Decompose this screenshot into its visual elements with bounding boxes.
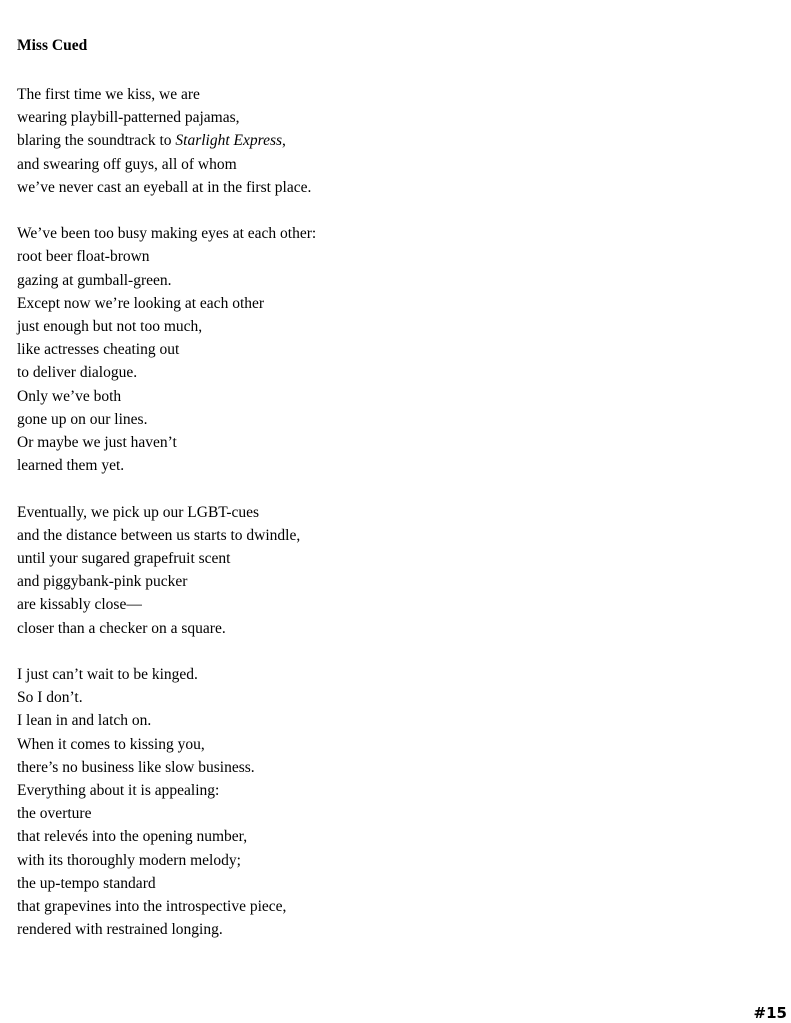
poem-line: I just can’t wait to be kinged. [17,666,198,684]
poem-line: like actresses cheating out [17,341,180,359]
stanza-1 [17,83,757,199]
poem-line: Or maybe we just haven’t [17,434,177,452]
poem-line: to deliver dialogue. [17,364,138,382]
poem-line: closer than a checker on a square. [17,619,226,637]
poem-line: Everything about it is appealing: [17,782,220,800]
poem-title: Miss Cued [17,37,88,54]
poem-line: there’s no business like slow business. [17,758,255,776]
poem-line: we’ve never cast an eyeball at in the first place. [17,178,312,196]
poem-line: Except now we’re looking at each other [17,294,265,312]
poem-line: and piggybank-pink pucker [17,573,188,591]
poem-line: gone up on our lines. [17,410,148,428]
poem-line: We’ve been too busy making eyes at each other: [17,225,317,243]
poem-line: The first time we kiss, we are [17,86,200,103]
stanza-3 [17,501,757,640]
poem-line: until your sugared grapefruit scent [17,550,231,568]
poem-line: When it comes to kissing you, [17,735,205,753]
poem-line: gazing at gumball-green. [17,271,172,289]
poem [17,36,757,965]
poem-line: the up-tempo standard [17,874,156,892]
poem-line: with its thoroughly modern melody; [17,851,241,869]
poem-line [17,129,757,152]
poem-line: learned them yet. [17,457,125,475]
poem-line: wearing playbill-patterned pajamas, [17,109,240,127]
line-text: , [282,132,286,150]
poem-line: that relevés into the opening number, [17,828,248,846]
poem-line: are kissably close— [17,596,142,614]
poem-line: that grapevines into the introspective piece, [17,898,287,916]
poem-line: Only we’ve both [17,387,122,405]
poem-line: just enough but not too much, [17,318,203,336]
poem-line: Eventually, we pick up our LGBT-cues [17,503,260,521]
poem-line: and the distance between us starts to dwindle, [17,526,301,544]
poem-line: root beer float-brown [17,248,150,266]
page-number: #15 [753,1004,787,1022]
poem-line: the overture [17,805,92,823]
poem-line: and swearing off guys, all of whom [17,155,237,173]
poem-line: So I don’t. [17,689,83,707]
poem-line: I lean in and latch on. [17,712,152,730]
poem-body [17,83,757,941]
line-text: blaring the soundtrack to [17,132,176,150]
poem-line: rendered with restrained longing. [17,921,223,939]
stanza-4 [17,663,757,941]
italic-title: Starlight Express [175,132,283,150]
stanza-2 [17,222,757,477]
